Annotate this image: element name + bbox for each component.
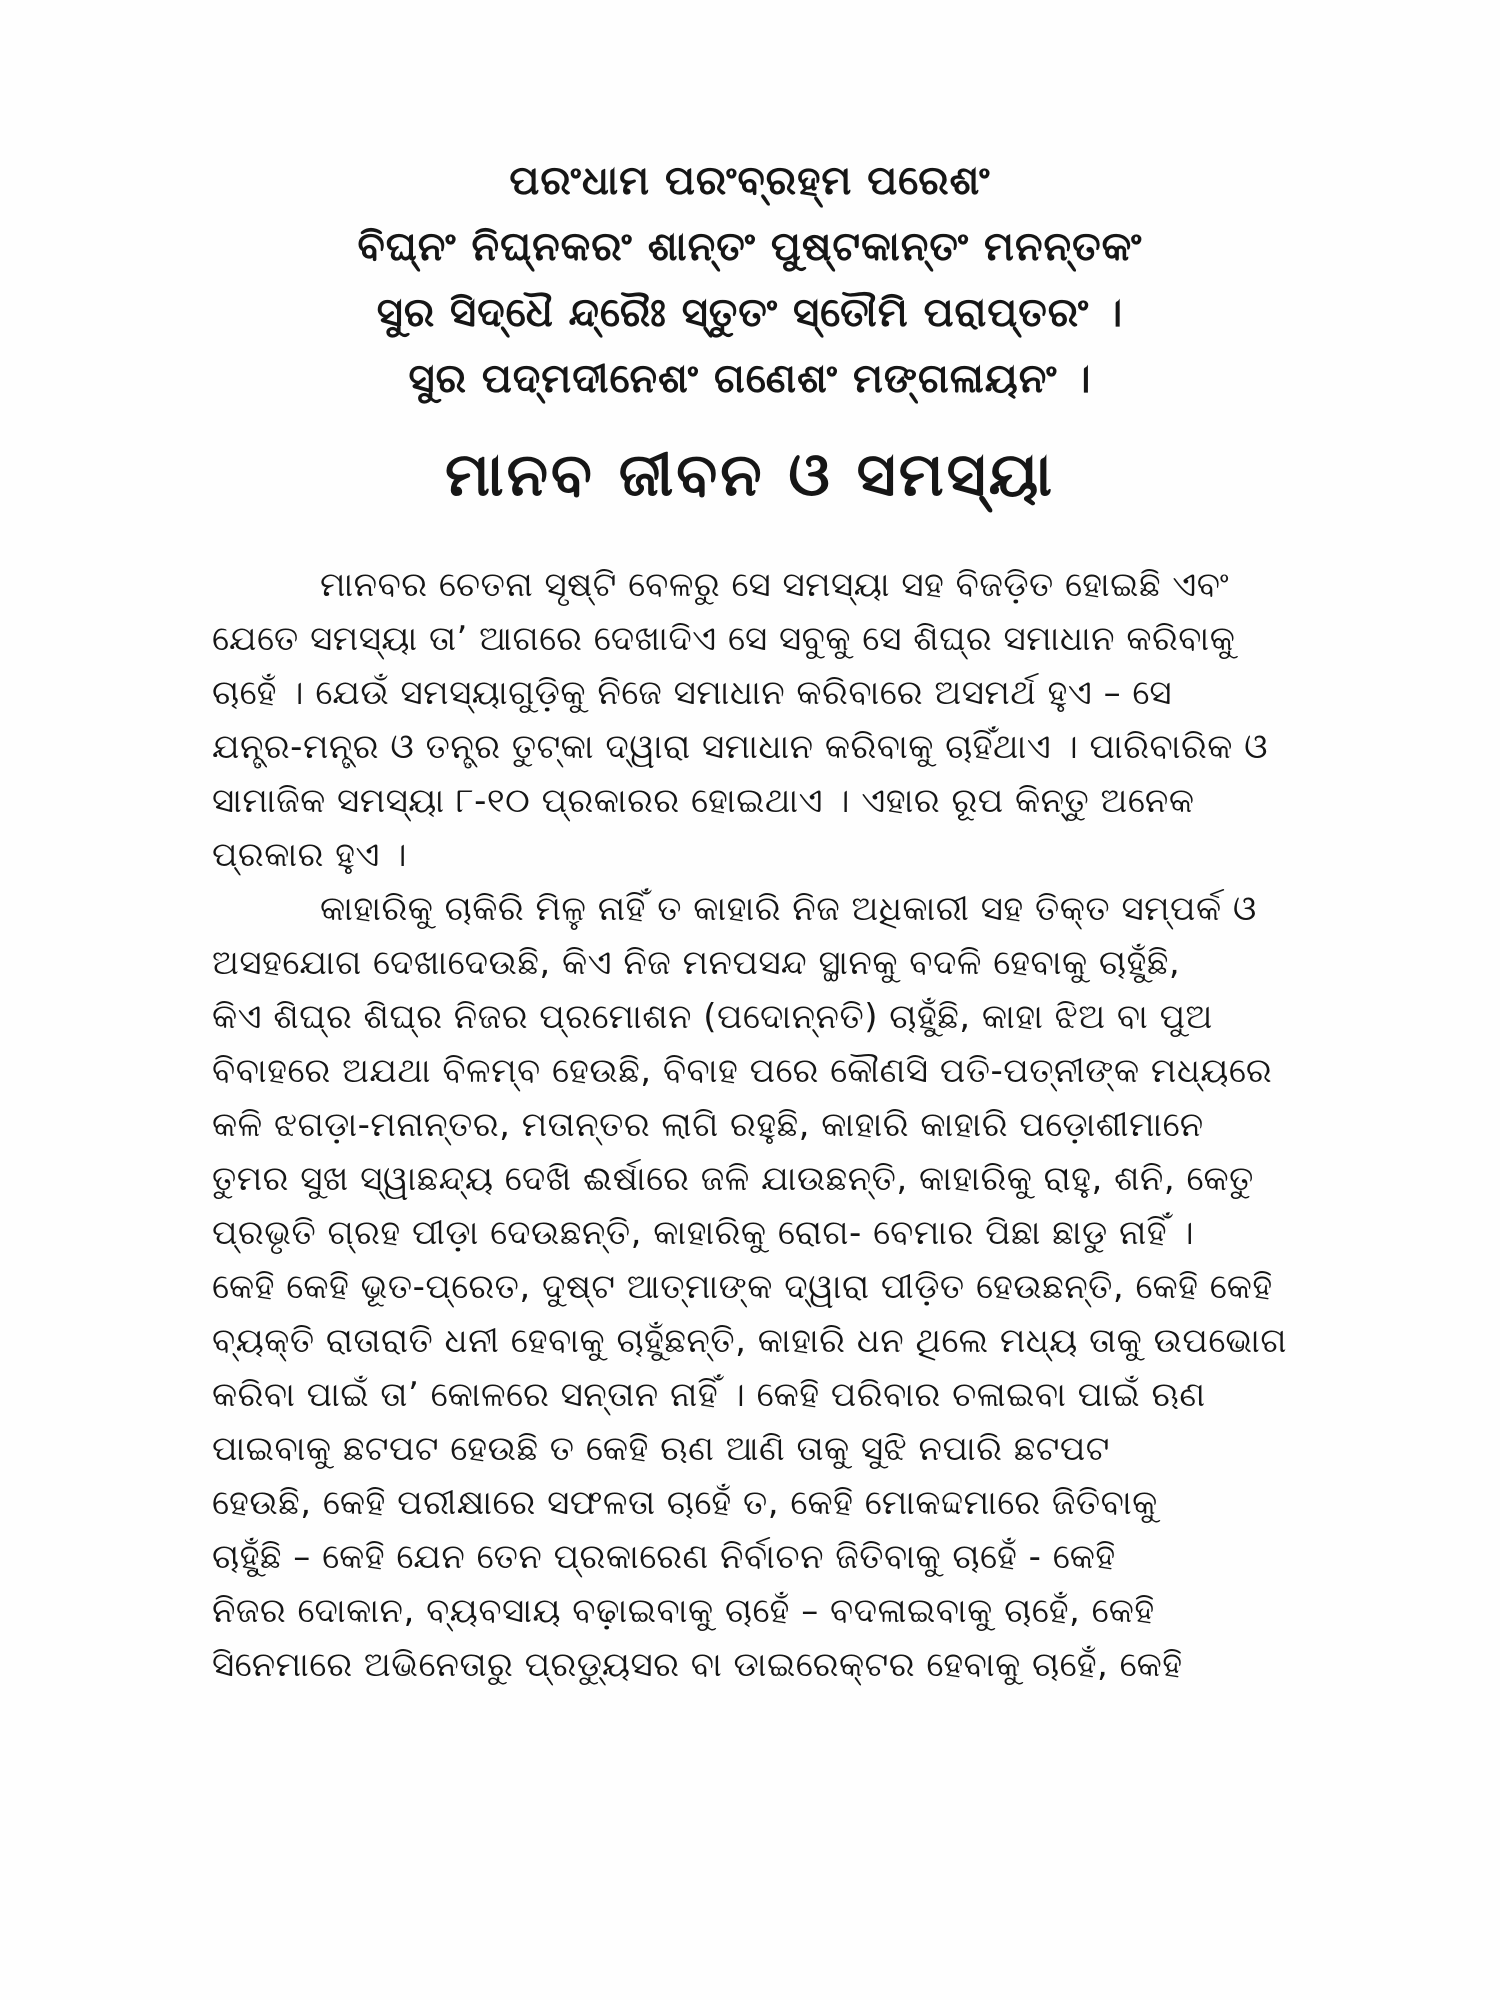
- body-paragraphs: [212, 558, 1298, 1692]
- verse-line: ବିଘ୍ନଂ ନିଘ୍ନକରଂ ଶାନ୍ତଂ ପୁଷ୍ଟକାନ୍ତଂ ମନନ୍ତକଂ: [357, 224, 1143, 270]
- text-line: କେହି କେହି ଭୂତ-ପ୍ରେତ, ଦୁଷ୍ଟ ଆତ୍ମାଙ୍କ ଦ୍ୱାରା ପୀଡ଼ିତ ହେଉଛନ୍ତି, କେହି କେହି: [212, 1267, 1273, 1307]
- text-line: ବ୍ୟକ୍ତି ରାତାରାତି ଧନୀ ହେବାକୁ ଚାହୁଁଛନ୍ତି, କାହାରି ଧନ ଥିଲେ ମଧ୍ୟ ତାକୁ ଉପଭୋଗ: [212, 1321, 1288, 1361]
- text-line: ସିନେମାରେ ଅଭିନେତାରୁ ପ୍ରଡ୍ୟୁସର ବା ଡାଇରେକ୍ଟର ହେବାକୁ ଚାହେଁ, କେହି: [212, 1645, 1183, 1685]
- verse-line: ସୁର ସିଦ୍ଧୈ ନ୍ଦ୍ରୈଃ ସ୍ତୁତଂ ସ୍ତୌମି ପରାପ୍ତରଂ ।: [376, 290, 1124, 336]
- verse-line: ସୁର ପଦ୍ମଦୀନେଶଂ ଗଣେଶଂ ମଙ୍ଗଳାୟନଂ ।: [408, 356, 1092, 402]
- text-line: କିଏ ଶିଘ୍ର ଶିଘ୍ର ନିଜର ପ୍ରମୋଶନ (ପଦୋନ୍ନତି) ଚାହୁଁଛି, କାହା ଝିଅ ବା ପୁଅ: [212, 997, 1213, 1037]
- text-line: କଳି ଝଗଡ଼ା-ମନାନ୍ତର, ମତାନ୍ତର ଲାଗି ରହୁଛି, କାହାରି କାହାରି ପଡ଼ୋଶୀମାନେ: [212, 1105, 1204, 1145]
- text-line: ଯେତେ ସମସ୍ୟା ତା’ ଆଗରେ ଦେଖାଦିଏ ସେ ସବୁକୁ ସେ ଶିଘ୍ର ସମାଧାନ କରିବାକୁ: [212, 619, 1236, 659]
- text-line: ପାଇବାକୁ ଛଟପଟ ହେଉଛି ତ କେହି ଋଣ ଆଣି ତାକୁ ସୁଝି ନପାରି ଛଟପଟ: [212, 1429, 1110, 1469]
- verse-line: ପରଂଧାମ ପରଂବ୍ରହ୍ମ ପରେଶଂ: [509, 158, 991, 204]
- chapter-title: ମାନବ ଜୀବନ ଓ ସମସ୍ୟା: [445, 440, 1055, 510]
- text-line: ଚାହେଁ । ଯେଉଁ ସମସ୍ୟାଗୁଡ଼ିକୁ ନିଜେ ସମାଧାନ କରିବାରେ ଅସମର୍ଥ ହୁଏ – ସେ: [212, 673, 1173, 713]
- text-line: ପ୍ରଭୃତି ଗ୍ରହ ପୀଡ଼ା ଦେଉଛନ୍ତି, କାହାରିକୁ ରୋଗ- ବେମାର ପିଛା ଛାଡୁ ନାହିଁ ।: [212, 1213, 1195, 1253]
- text-line: ହେଉଛି, କେହି ପରୀକ୍ଷାରେ ସଫଳତା ଚାହେଁ ତ, କେହି ମୋକଦ୍ଦମାରେ ଜିତିବାକୁ: [212, 1483, 1158, 1523]
- text-line: କରିବା ପାଇଁ ତା’ କୋଳରେ ସନ୍ତାନ ନାହିଁ । କେହି ପରିବାର ଚଳାଇବା ପାଇଁ ଋଣ: [212, 1375, 1206, 1415]
- text-line: ଚାହୁଁଛି – କେହି ଯେନ ତେନ ପ୍ରକାରେଣ ନିର୍ବାଚନ ଜିତିବାକୁ ଚାହେଁ - କେହି: [212, 1537, 1116, 1577]
- text-line: ମାନବର ଚେତନା ସୃଷ୍ଟି ବେଳରୁ ସେ ସମସ୍ୟା ସହ ବିଜଡ଼ିତ ହୋଇଛି ଏବଂ: [320, 565, 1230, 605]
- text-line: ଅସହଯୋଗ ଦେଖାଦେଉଛି, କିଏ ନିଜ ମନପସନ୍ଦ ସ୍ଥାନକୁ ବଦଳି ହେବାକୁ ଚାହୁଁଛି,: [212, 943, 1181, 983]
- text-line: ପ୍ରକାର ହୁଏ ।: [212, 835, 407, 875]
- text-line: ନିଜର ଦୋକାନ, ବ୍ୟବସାୟ ବଢ଼ାଇବାକୁ ଚାହେଁ – ବଦଳାଇବାକୁ ଚାହେଁ, କେହି: [212, 1591, 1155, 1631]
- text-line: କାହାରିକୁ ଚାକିରି ମିଳୁ ନାହିଁ ତ କାହାରି ନିଜ ଅଧିକାରୀ ସହ ତିକ୍ତ ସମ୍ପର୍କ ଓ: [320, 889, 1257, 929]
- text-line: ବିବାହରେ ଅଯଥା ବିଳମ୍ବ ହେଉଛି, ବିବାହ ପରେ କୌଣସି ପତି-ପତ୍ନୀଙ୍କ ମଧ୍ୟରେ: [212, 1051, 1273, 1091]
- text-line: ସାମାଜିକ ସମସ୍ୟା ୮-୧୦ ପ୍ରକାରର ହୋଇଥାଏ । ଏହାର ରୂପ କିନ୍ତୁ ଅନେକ: [212, 781, 1195, 821]
- text-line: ଯନ୍ତ୍ର-ମନ୍ତ୍ର ଓ ତନ୍ତ୍ର ତୁଟ୍‌କା ଦ୍ୱାରା ସମାଧାନ କରିବାକୁ ଚାହିଁଥାଏ । ପାରିବାରିକ ଓ: [212, 727, 1269, 767]
- invocation-verse: [120, 148, 1380, 412]
- text-line: ତୁମର ସୁଖ ସ୍ୱାଛନ୍ଦ୍ୟ ଦେଖି ଈର୍ଷାରେ ଜଳି ଯାଉଛନ୍ତି, କାହାରିକୁ ରାହୁ, ଶନି, କେତୁ: [212, 1159, 1254, 1199]
